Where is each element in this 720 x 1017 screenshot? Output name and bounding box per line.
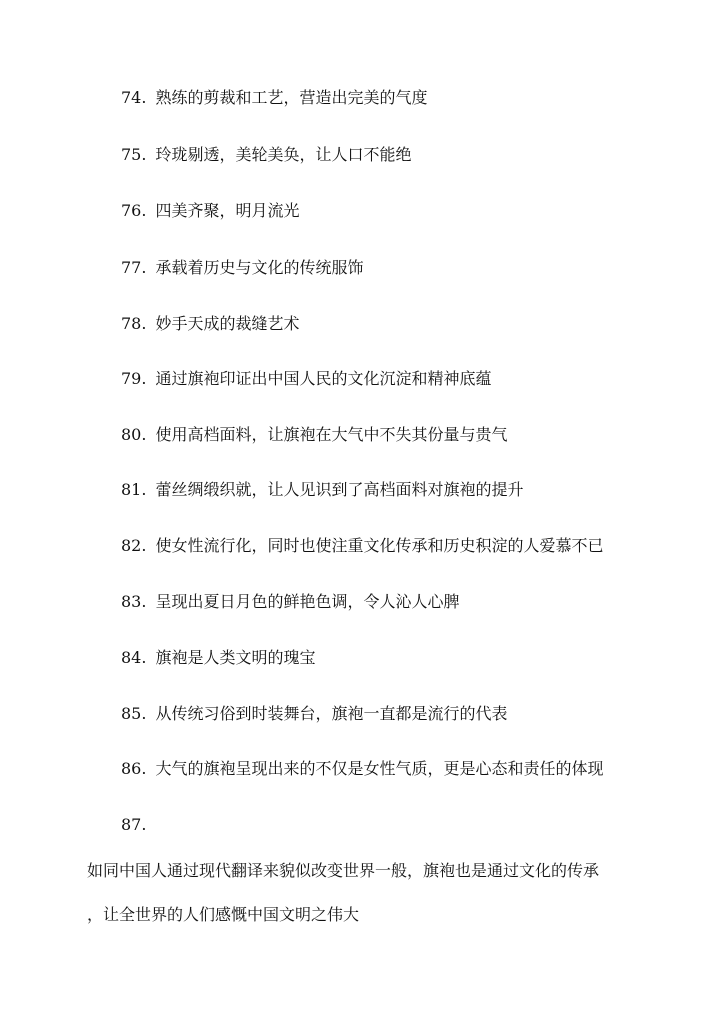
list-item xyxy=(121,256,363,280)
item-number: 80. xyxy=(121,425,147,444)
item-text: 使女性流行化，同时也使注重文化传承和历史积淀的人爱慕不已 xyxy=(155,536,604,555)
item-number: 86. xyxy=(121,759,147,778)
item-number: 85. xyxy=(121,704,147,723)
item-number: 77. xyxy=(121,258,147,277)
list-item xyxy=(121,590,459,614)
item-text: 大气的旗袍呈现出来的不仅是女性气质，更是心态和责任的体现 xyxy=(155,759,604,778)
item-text: 熟练的剪裁和工艺，营造出完美的气度 xyxy=(155,88,428,107)
item-number: 83. xyxy=(121,592,147,611)
list-item xyxy=(121,534,603,558)
item-number: 79. xyxy=(121,369,147,388)
item-text: 承载着历史与文化的传统服饰 xyxy=(155,258,364,277)
list-item xyxy=(121,423,507,447)
item-text: 从传统习俗到时装舞台，旗袍一直都是流行的代表 xyxy=(155,704,508,723)
item-number: 82. xyxy=(121,536,147,555)
item-number: 78. xyxy=(121,314,147,333)
item-number: 74. xyxy=(121,88,147,107)
item-text: 使用高档面料，让旗袍在大气中不失其份量与贵气 xyxy=(155,425,508,444)
list-item xyxy=(121,478,523,502)
list-item xyxy=(121,646,315,670)
item-text: 玲珑剔透，美轮美奂，让人口不能绝 xyxy=(155,145,412,164)
list-item xyxy=(121,86,427,110)
paragraph-line-2: ，让全世界的人们感慨中国文明之伟大 xyxy=(87,905,360,924)
list-item xyxy=(121,813,155,837)
list-item xyxy=(121,199,299,223)
item-number: 81. xyxy=(121,480,147,499)
list-item xyxy=(121,312,299,336)
item-number: 87. xyxy=(121,815,147,834)
item-text: 旗袍是人类文明的瑰宝 xyxy=(155,648,316,667)
list-item xyxy=(121,702,507,726)
item-text: 妙手天成的裁缝艺术 xyxy=(155,314,300,333)
list-item xyxy=(121,367,491,391)
item-number: 84. xyxy=(121,648,147,667)
paragraph-line-1: 如同中国人通过现代翻译来貌似改变世界一般，旗袍也是通过文化的传承 xyxy=(87,861,600,880)
item-number: 75. xyxy=(121,145,147,164)
item-number: 76. xyxy=(121,201,147,220)
list-item xyxy=(121,143,411,167)
item-text: 呈现出夏日月色的鲜艳色调，令人沁人心脾 xyxy=(155,592,460,611)
list-item xyxy=(121,757,603,781)
item-text: 蕾丝绸缎织就，让人见识到了高档面料对旗袍的提升 xyxy=(155,480,524,499)
item-text: 四美齐聚，明月流光 xyxy=(155,201,300,220)
item-text: 通过旗袍印证出中国人民的文化沉淀和精神底蕴 xyxy=(155,369,492,388)
